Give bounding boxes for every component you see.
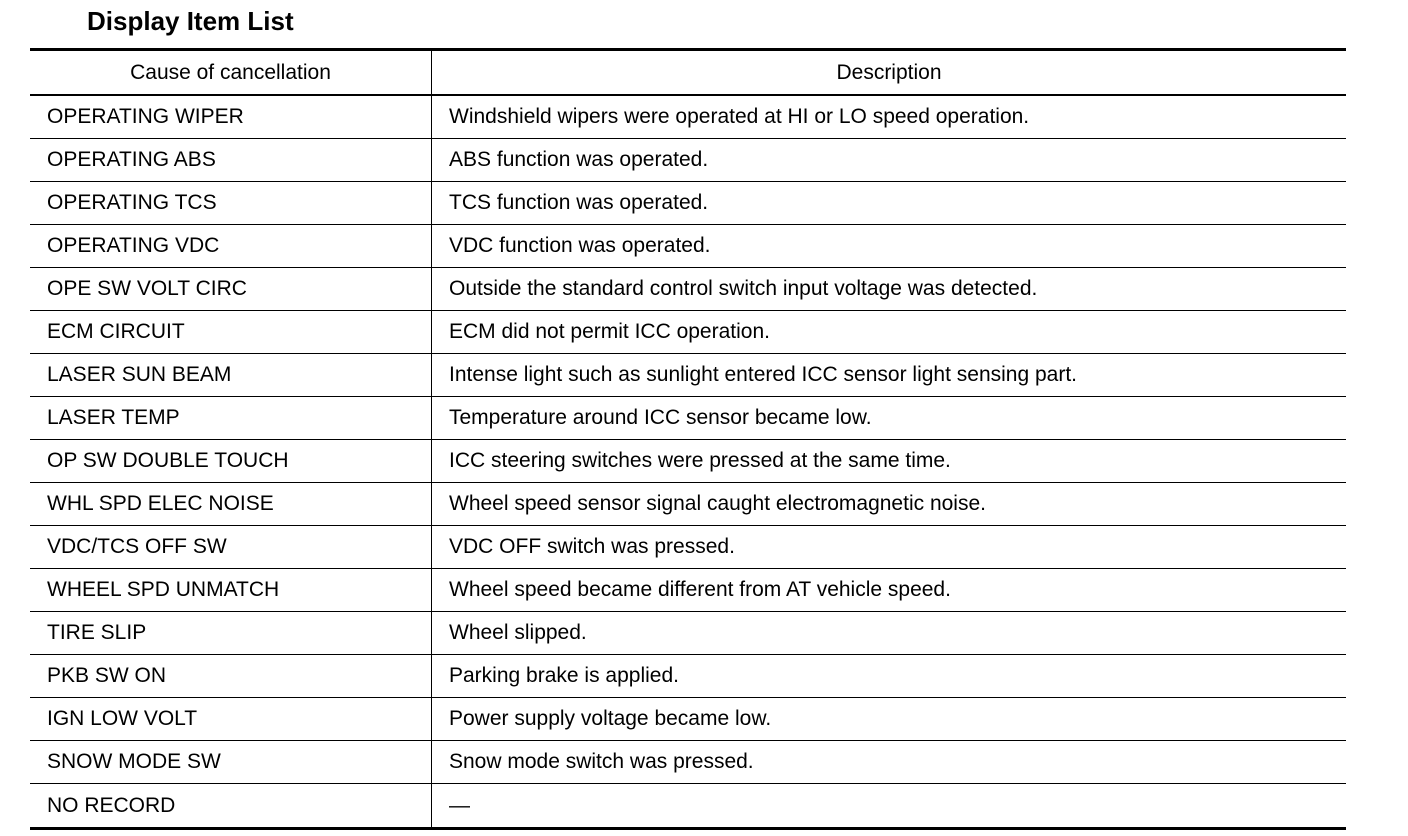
cause-cell: OPERATING TCS: [30, 182, 432, 224]
description-cell: Wheel speed sensor signal caught electromagnetic noise.: [449, 492, 986, 515]
table-row: [30, 784, 1346, 827]
cause-cell: TIRE SLIP: [30, 612, 432, 654]
description-cell: ABS function was operated.: [449, 148, 709, 171]
cause-cell: OPERATING WIPER: [30, 96, 432, 138]
cause-cell: OPERATING VDC: [30, 225, 432, 267]
description-cell: Windshield wipers were operated at HI or LO speed operation.: [449, 105, 1030, 128]
description-cell: Power supply voltage became low.: [449, 707, 772, 730]
column-header-description: Description: [836, 60, 942, 84]
table-row: [30, 139, 1346, 182]
table-row: [30, 311, 1346, 354]
table-row: [30, 397, 1346, 440]
table-row: [30, 569, 1346, 612]
cause-cell: IGN LOW VOLT: [30, 698, 432, 740]
table-row: [30, 182, 1346, 225]
cause-cell: WHL SPD ELEC NOISE: [30, 483, 432, 525]
table-row: [30, 483, 1346, 526]
description-cell: ICC steering switches were pressed at the same time.: [449, 449, 951, 472]
cause-cell: ECM CIRCUIT: [30, 311, 432, 353]
cause-cell: PKB SW ON: [30, 655, 432, 697]
description-cell: Temperature around ICC sensor became low.: [449, 406, 872, 429]
table-row: [30, 526, 1346, 569]
table-body: [30, 96, 1346, 827]
column-header-cause: Cause of cancellation: [30, 51, 432, 94]
cause-cell: SNOW MODE SW: [30, 741, 432, 783]
table-row: [30, 440, 1346, 483]
cause-cell: OPE SW VOLT CIRC: [30, 268, 432, 310]
cause-cell: WHEEL SPD UNMATCH: [30, 569, 432, 611]
cause-cell: LASER SUN BEAM: [30, 354, 432, 396]
description-cell: VDC function was operated.: [449, 234, 711, 257]
table-row: [30, 225, 1346, 268]
description-cell: Outside the standard control switch input voltage was detected.: [449, 277, 1038, 300]
table-header-row: [30, 51, 1346, 96]
description-cell: Wheel slipped.: [449, 621, 587, 644]
table-row: [30, 268, 1346, 311]
table-row: [30, 612, 1346, 655]
table-row: [30, 741, 1346, 784]
table-row: [30, 698, 1346, 741]
table-row: [30, 655, 1346, 698]
description-cell: ECM did not permit ICC operation.: [449, 320, 770, 343]
description-cell: Parking brake is applied.: [449, 664, 679, 687]
table-row: [30, 96, 1346, 139]
description-cell: VDC OFF switch was pressed.: [449, 535, 735, 558]
description-cell: Intense light such as sunlight entered ICC sensor light sensing part.: [449, 363, 1078, 386]
cause-cell: OP SW DOUBLE TOUCH: [30, 440, 432, 482]
display-item-table: [30, 48, 1346, 830]
cause-cell: NO RECORD: [30, 784, 432, 827]
description-cell: TCS function was operated.: [449, 191, 709, 214]
description-cell: —: [449, 793, 470, 817]
table-row: [30, 354, 1346, 397]
description-cell: Snow mode switch was pressed.: [449, 750, 754, 773]
page-title: Display Item List: [87, 6, 294, 36]
cause-cell: LASER TEMP: [30, 397, 432, 439]
cause-cell: VDC/TCS OFF SW: [30, 526, 432, 568]
description-cell: Wheel speed became different from AT vehicle speed.: [449, 578, 951, 601]
cause-cell: OPERATING ABS: [30, 139, 432, 181]
